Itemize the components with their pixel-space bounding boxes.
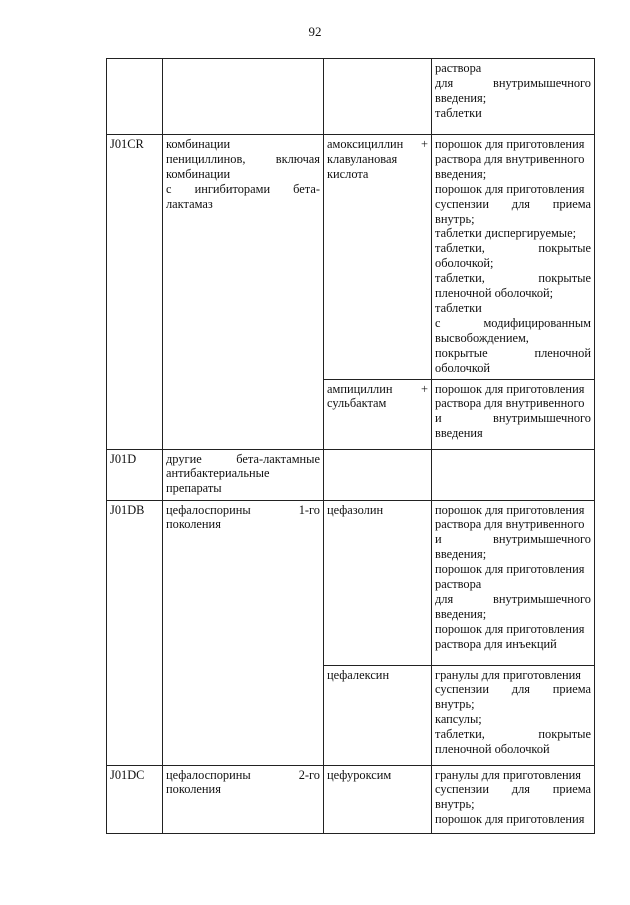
group-name-cell <box>163 765 324 833</box>
group-line: с ингибиторами бета- <box>166 181 320 196</box>
atc-code-cell: J01DC <box>107 765 163 833</box>
form-line: внутрь; <box>435 697 475 712</box>
dosage-forms-cell <box>432 665 595 765</box>
form-line: внутрь; <box>435 797 475 812</box>
group-line: лактамаз <box>166 196 213 211</box>
form-line: таблетки, покрытые <box>435 241 591 256</box>
form-line: раствора для внутривенного <box>435 151 585 166</box>
form-line: пленочной оболочкой; <box>435 286 554 301</box>
drug-name-line: кислота <box>327 166 369 181</box>
table-row-j01cr <box>107 135 595 380</box>
form-line: таблетки, покрытые <box>435 271 591 286</box>
form-line: порошок для приготовления <box>435 812 585 827</box>
form-line: введения; <box>435 547 487 562</box>
form-line: и внутримышечного <box>435 532 591 547</box>
form-line: порошок для приготовления <box>435 381 585 396</box>
form-line: порошок для приготовления <box>435 181 585 196</box>
form-line: раствора для инъекций <box>435 636 557 651</box>
form-line: введения <box>435 426 483 441</box>
form-line: капсулы; <box>435 712 482 727</box>
form-line: для внутримышечного <box>435 591 591 606</box>
dosage-forms-cell <box>432 500 595 665</box>
form-line: порошок для приготовления <box>435 137 585 151</box>
form-line: раствора для внутривенного <box>435 517 585 532</box>
drug-name-line: цефазолин <box>327 502 384 517</box>
form-line: порошок для приготовления <box>435 621 585 636</box>
form-line: порошок для приготовления <box>435 502 585 517</box>
form-line: таблетки диспергируемые; <box>435 226 577 241</box>
form-line: раствора <box>435 577 482 592</box>
drug-name-line: клавулановая <box>327 151 398 166</box>
drug-name-line: цефуроксим <box>327 767 392 782</box>
group-line: цефалоспорины 2-го <box>166 767 320 782</box>
form-line: высвобождением, <box>435 330 529 345</box>
group-line: препараты <box>166 481 222 496</box>
group-line: поколения <box>166 517 221 532</box>
form-line: раствора <box>435 61 482 75</box>
group-line: другие бета-лактамные <box>166 451 320 466</box>
form-line: таблетки <box>435 300 482 315</box>
atc-code-cell: J01DB <box>107 500 163 765</box>
form-line: оболочкой; <box>435 256 494 271</box>
drug-name-cell <box>324 765 432 833</box>
group-name-cell <box>163 500 324 765</box>
group-name-cell <box>163 135 324 450</box>
group-line: цефалоспорины 1-го <box>166 502 320 517</box>
drug-name-line: цефалексин <box>327 667 390 682</box>
form-line: введения; <box>435 606 487 621</box>
drug-name-cell <box>324 665 432 765</box>
form-line: суспензии для приема <box>435 196 591 211</box>
group-line: поколения <box>166 782 221 797</box>
form-line: гранулы для приготовления <box>435 767 581 782</box>
form-line: таблетки <box>435 105 482 120</box>
dosage-forms-cell <box>432 765 595 833</box>
group-line: пенициллинов, включая <box>166 151 320 166</box>
dosage-forms-cell <box>432 449 595 500</box>
dosage-forms-cell <box>432 59 595 135</box>
form-line: гранулы для приготовления <box>435 667 581 682</box>
dosage-forms-cell <box>432 379 595 449</box>
drug-name-cell <box>324 449 432 500</box>
form-line: оболочкой <box>435 360 491 375</box>
form-line: пленочной оболочкой <box>435 742 550 757</box>
group-line: антибактериальные <box>166 466 270 481</box>
form-line: введения; <box>435 166 487 181</box>
drug-name-cell <box>324 500 432 665</box>
group-name-cell <box>163 59 324 135</box>
form-line: таблетки, покрытые <box>435 727 591 742</box>
atc-code-cell: J01CR <box>107 135 163 450</box>
dosage-forms-cell <box>432 135 595 380</box>
drug-name-line: сульбактам <box>327 396 387 411</box>
form-line: суспензии для приема <box>435 782 591 797</box>
drug-name-cell <box>324 379 432 449</box>
page-number: 92 <box>308 24 322 39</box>
form-line: с модифицированным <box>435 315 591 330</box>
drug-table <box>106 58 595 834</box>
group-name-cell <box>163 449 324 500</box>
atc-code-cell <box>107 59 163 135</box>
form-line: покрытые пленочной <box>435 345 591 360</box>
table-row-j01dc <box>107 765 595 833</box>
form-line: и внутримышечного <box>435 411 591 426</box>
table-row-continuation <box>107 59 595 135</box>
form-line: внутрь; <box>435 211 475 226</box>
atc-code-cell: J01D <box>107 449 163 500</box>
group-line: комбинации <box>166 137 231 151</box>
group-line: комбинации <box>166 166 231 181</box>
drug-name-line: амоксициллин + <box>327 137 428 151</box>
form-line: порошок для приготовления <box>435 562 585 577</box>
form-line: суспензии для приема <box>435 682 591 697</box>
form-line: введения; <box>435 90 487 105</box>
form-line: раствора для внутривенного <box>435 396 585 411</box>
drug-name-cell <box>324 59 432 135</box>
form-line: для внутримышечного <box>435 75 591 90</box>
table-row-j01db <box>107 500 595 665</box>
drug-name-cell <box>324 135 432 380</box>
drug-name-line: ампициллин + <box>327 381 428 396</box>
table-row-j01d <box>107 449 595 500</box>
